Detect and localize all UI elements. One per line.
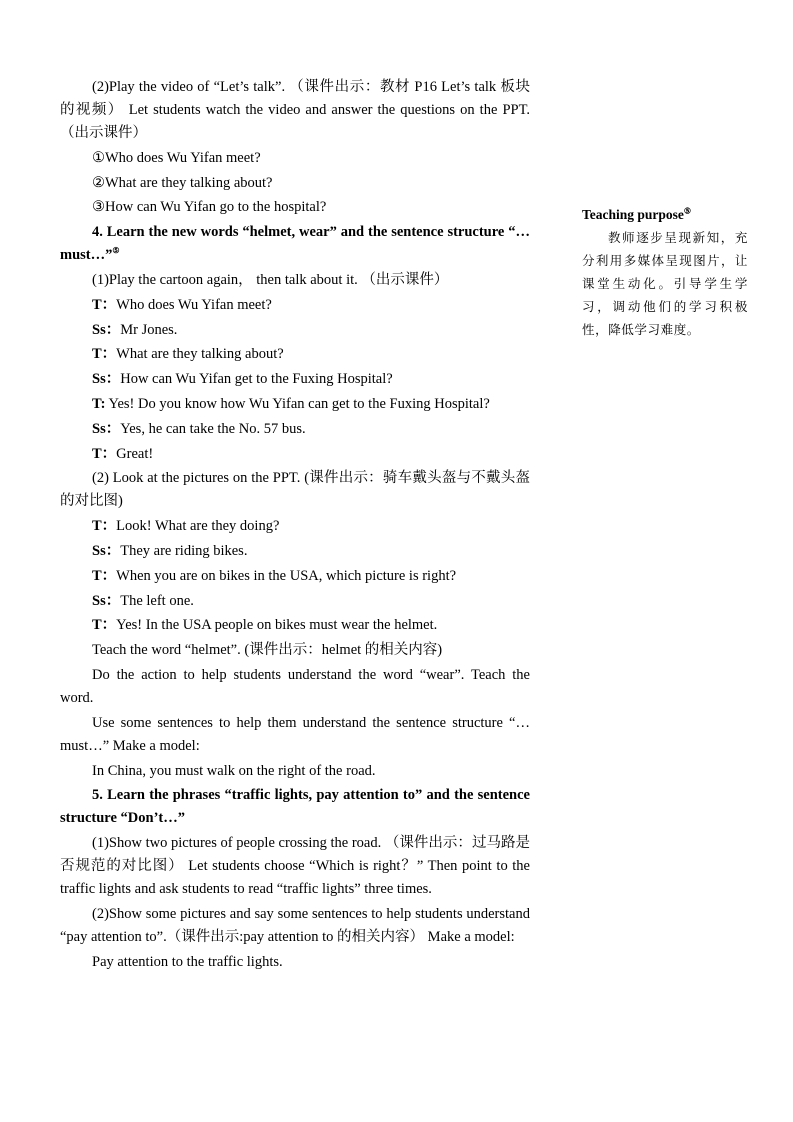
paragraph: (2)Show some pictures and say some sentences to help students understand “pay attention to”.（课件出示:pay attention to 的相关内容） Make a model: (60, 905, 530, 945)
section-heading: 5. Learn the phrases “traffic lights, pay attention to” and the sentence structure “Don’t…” (60, 787, 530, 827)
dialogue-text: Yes! Do you know how Wu Yifan can get to the Fuxing Hospital? (108, 395, 490, 412)
note-title (582, 204, 748, 226)
note-text: 教师逐步呈现新知，充分利用多媒体呈现图片，让课堂生动化。引导学生学习，调动他们的学习积极性，降低学习难度。 (582, 230, 748, 337)
speaker-label: Ss： (92, 542, 121, 559)
dialogue-line (60, 565, 530, 588)
dialogue-text: Yes! In the USA people on bikes must wear the helmet. (116, 617, 438, 634)
footnote-mark: ⑤ (112, 246, 120, 256)
speaker-label: T： (92, 518, 117, 535)
dialogue-line (60, 343, 530, 366)
speaker-label: T： (92, 296, 117, 313)
question-item: ①Who does Wu Yifan meet? (92, 149, 261, 166)
dialogue-text: They are riding bikes. (120, 542, 248, 559)
dialogue-text: Great! (116, 445, 154, 462)
dialogue-line (60, 393, 530, 416)
paragraph: (2) Look at the pictures on the PPT. (课件出示：骑车戴头盔与不戴头盔的对比图) (60, 470, 530, 510)
teaching-purpose-note (582, 204, 748, 341)
speaker-label: T： (92, 445, 117, 462)
dialogue-line (60, 443, 530, 466)
dialogue-text: How can Wu Yifan get to the Fuxing Hospital? (120, 371, 393, 388)
speaker-label: Ss： (92, 371, 121, 388)
paragraph: Do the action to help students understand the word “wear”. Teach the word. (60, 666, 530, 706)
speaker-label: Ss： (92, 592, 121, 609)
footnote-mark: ⑤ (683, 206, 692, 216)
dialogue-line (60, 294, 530, 317)
dialogue-line (60, 614, 530, 637)
dialogue-line (60, 418, 530, 441)
speaker-label: Ss： (92, 420, 121, 437)
speaker-label: T： (92, 346, 117, 363)
paragraph: Use some sentences to help them understand the sentence structure “…must…” Make a model: (60, 714, 530, 754)
paragraph: (1)Play the cartoon again， then talk about it. （出示课件） (92, 271, 449, 288)
question-item: ②What are they talking about? (92, 174, 273, 191)
speaker-label: T： (92, 567, 117, 584)
question-item: ③How can Wu Yifan go to the hospital? (92, 199, 327, 216)
paragraph: Pay attention to the traffic lights. (92, 953, 283, 970)
dialogue-text: Look! What are they doing? (116, 518, 280, 535)
dialogue-text: Yes, he can take the No. 57 bus. (120, 420, 306, 437)
speaker-label: T： (92, 617, 117, 634)
dialogue-text: What are they talking about? (116, 346, 284, 363)
dialogue-text: When you are on bikes in the USA, which picture is right? (116, 567, 457, 584)
paragraph: (1)Show two pictures of people crossing the road. （课件出示：过马路是否规范的对比图） Let students choose “Which is right？” Then point to the traffic lights and ask students to read “traffic lights” three times. (60, 835, 530, 898)
section-heading (60, 221, 530, 267)
dialogue-text: Mr Jones. (120, 321, 178, 338)
speaker-label: T: (92, 395, 106, 412)
dialogue-line (60, 540, 530, 563)
speaker-label: Ss： (92, 321, 121, 338)
dialogue-line (60, 590, 530, 613)
note-title-text: Teaching purpose (582, 207, 684, 222)
dialogue-text: Who does Wu Yifan meet? (116, 296, 272, 313)
dialogue-line (60, 515, 530, 538)
paragraph: In China, you must walk on the right of the road. (92, 762, 376, 779)
dialogue-line (60, 368, 530, 391)
paragraph: Teach the word “helmet”. (课件出示：helmet 的相关内容) (92, 642, 443, 659)
dialogue-text: The left one. (120, 592, 194, 609)
paragraph: (2)Play the video of “Let’s talk”. （课件出示：教材 P16 Let’s talk 板块的视频） Let students watch the video and answer the questions on the PPT. （出示课件） (60, 79, 530, 141)
lesson-body (60, 76, 530, 976)
section-heading-text: 4. Learn the new words “helmet, wear” and the sentence structure “…must…” (60, 224, 530, 264)
dialogue-line (60, 319, 530, 342)
